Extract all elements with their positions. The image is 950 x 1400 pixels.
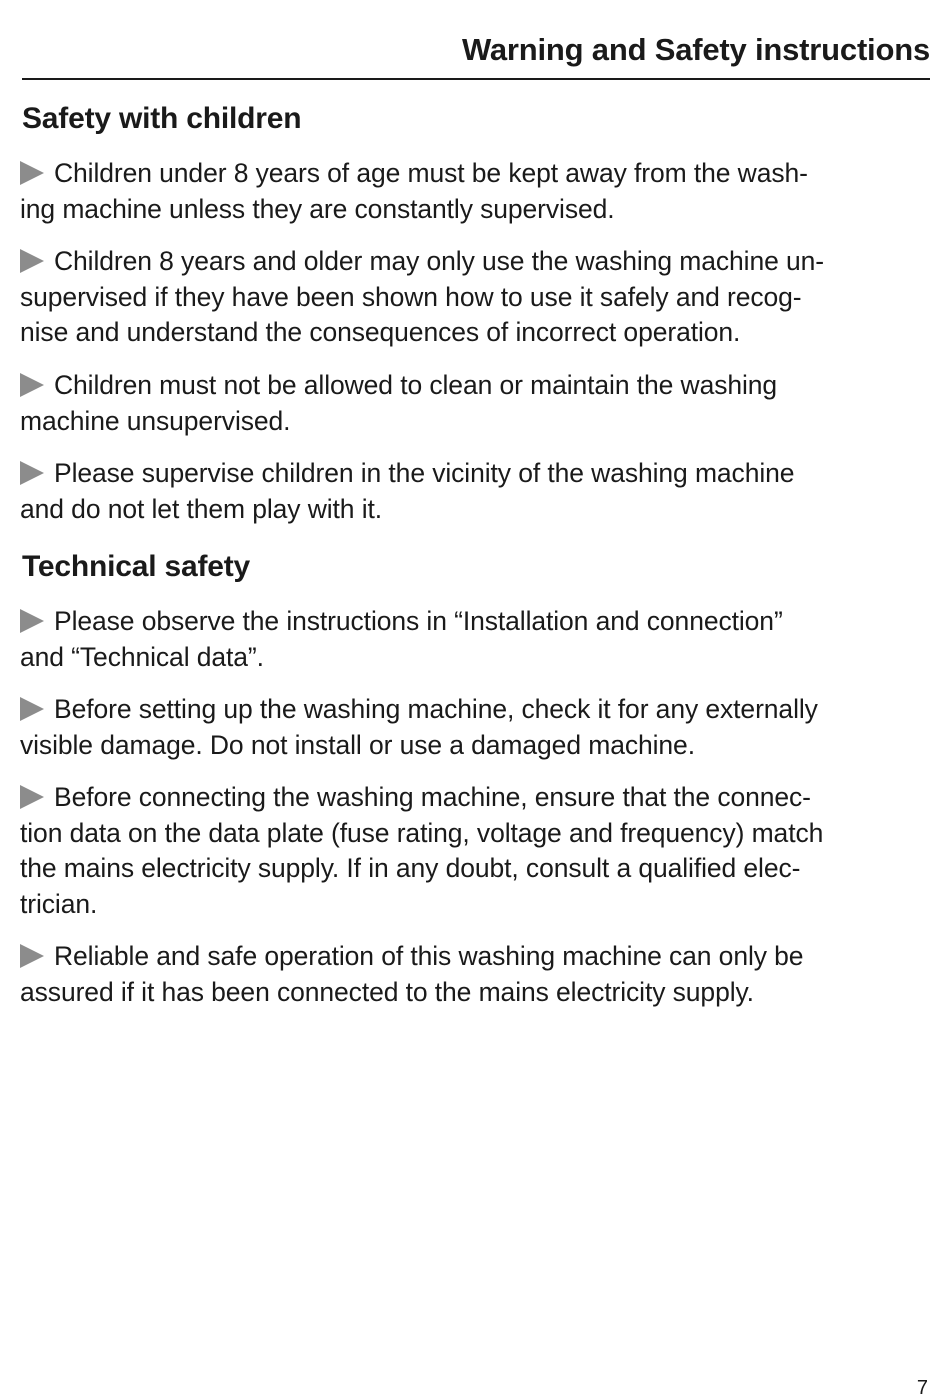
page-title: Warning and Safety instructions [461, 32, 930, 67]
arrow-right-icon [20, 373, 44, 397]
page-number: 7 [916, 1377, 928, 1399]
bullet-line: visible damage. Do not install or use a damaged machine. [20, 729, 695, 760]
bullet-line: Reliable and safe operation of this washing machine can only be [20, 939, 932, 975]
arrow-right-icon [20, 944, 44, 968]
section-heading-safety-with-children: Safety with children [22, 102, 302, 135]
bullet-line: nise and understand the consequences of incorrect operation. [20, 317, 741, 347]
bullet-line: tion data on the data plate (fuse rating, voltage and frequency) match [20, 817, 824, 848]
arrow-right-icon [20, 161, 44, 185]
bullet-line: Before setting up the washing machine, check it for any externally [20, 692, 932, 728]
arrow-right-icon [20, 249, 44, 273]
bullet-line: the mains electricity supply. If in any doubt, consult a qualified elec- [20, 853, 801, 883]
bullet-line: and “Technical data”. [20, 641, 264, 672]
bullet-line: Please supervise children in the vicinity of the washing machine [20, 456, 932, 492]
section-heading-technical-safety: Technical safety [22, 550, 251, 583]
bullet-item [20, 244, 932, 351]
bullet-line: Children 8 years and older may only use the washing machine un- [20, 244, 932, 280]
bullet-item [20, 156, 932, 227]
page-header [22, 28, 930, 80]
bullet-item [20, 780, 932, 922]
bullet-line: and do not let them play with it. [20, 493, 383, 524]
arrow-right-icon [20, 697, 44, 721]
bullet-item [20, 692, 932, 763]
bullet-line: Children must not be allowed to clean or maintain the washing [20, 368, 932, 404]
bullet-line: trician. [20, 888, 98, 919]
arrow-right-icon [20, 785, 44, 809]
bullet-line: Before connecting the washing machine, ensure that the connec- [20, 780, 932, 816]
bullet-line: machine unsupervised. [20, 405, 291, 436]
arrow-right-icon [20, 609, 44, 633]
bullet-item [20, 456, 932, 527]
bullet-line: Children under 8 years of age must be kept away from the wash- [20, 156, 932, 192]
bullet-item [20, 939, 932, 1010]
arrow-right-icon [20, 461, 44, 485]
bullet-line: Please observe the instructions in “Installation and connection” [20, 604, 932, 640]
bullet-item [20, 368, 932, 439]
bullet-item [20, 604, 932, 675]
bullet-line: assured if it has been connected to the mains electricity supply. [20, 976, 754, 1007]
bullet-line: supervised if they have been shown how to use it safely and recog- [20, 281, 802, 312]
bullet-line: ing machine unless they are constantly supervised. [20, 193, 615, 224]
